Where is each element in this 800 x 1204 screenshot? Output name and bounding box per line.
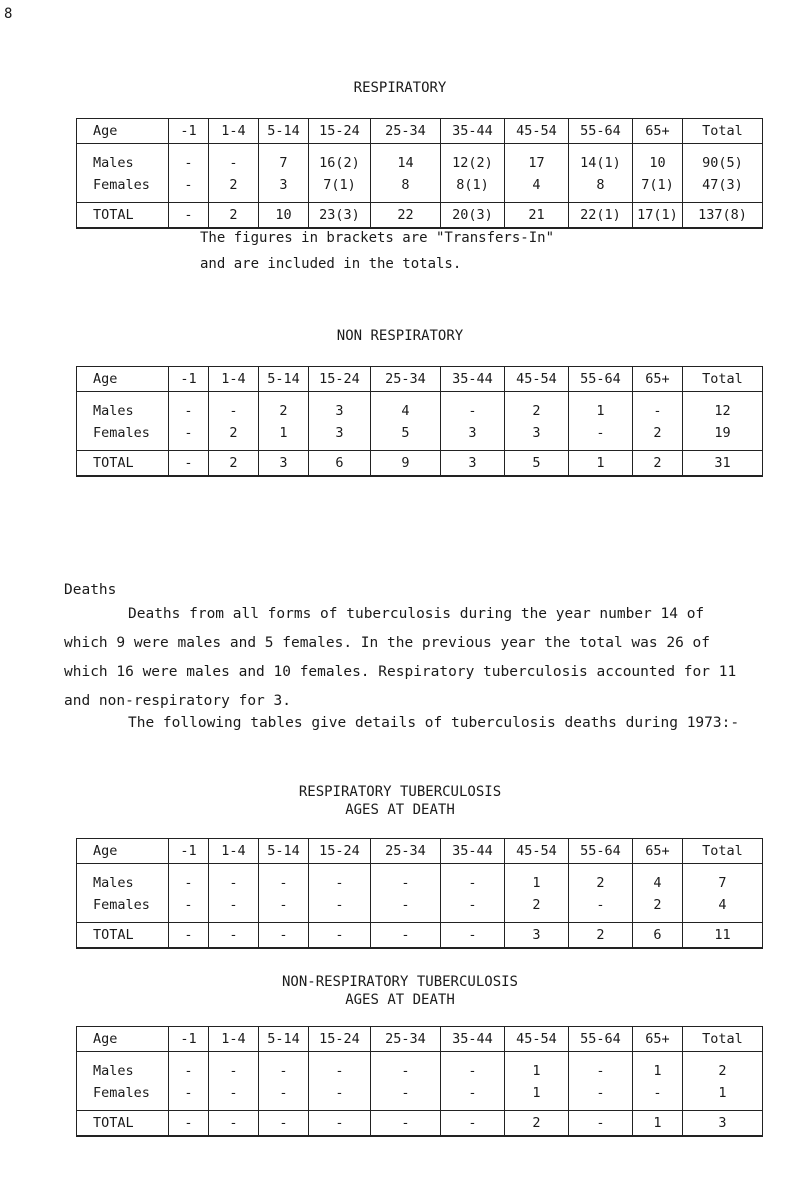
table-cell: - [309, 1111, 371, 1137]
table-cell: 4 [683, 894, 763, 923]
table-cell: 3 [259, 451, 309, 477]
nonresp-tb-deaths-title-line1: NON-RESPIRATORY TUBERCULOSIS [281, 974, 518, 990]
column-header: -1 [169, 119, 209, 144]
table-cell: - [259, 894, 309, 923]
table-cell: 6 [633, 923, 683, 949]
header-row [77, 1027, 763, 1052]
table-cell: 7 [683, 864, 763, 895]
column-header: Age [77, 839, 169, 864]
table-cell: 2 [209, 174, 259, 203]
row-label: Females [77, 174, 169, 203]
table-cell: - [169, 392, 209, 423]
table-row [77, 864, 763, 895]
row-label: Females [77, 1082, 169, 1111]
column-header: 25-34 [371, 839, 441, 864]
table-cell: 2 [505, 392, 569, 423]
column-header: Total [683, 119, 763, 144]
table-cell: - [371, 894, 441, 923]
column-header: 65+ [633, 119, 683, 144]
table-cell: 6 [309, 451, 371, 477]
table-row [77, 174, 763, 203]
column-header: 15-24 [309, 367, 371, 392]
table-cell: - [441, 894, 505, 923]
table-cell: - [569, 1111, 633, 1137]
row-label: Females [77, 894, 169, 923]
table-cell: 19 [683, 422, 763, 451]
table-cell: 5 [371, 422, 441, 451]
table-cell: - [569, 422, 633, 451]
non-respiratory-title: NON RESPIRATORY [336, 328, 464, 344]
column-header: 45-54 [505, 1027, 569, 1052]
table-cell: 3 [309, 392, 371, 423]
table-cell: - [209, 864, 259, 895]
table-cell: - [169, 451, 209, 477]
table-cell: - [569, 1082, 633, 1111]
table-cell: - [259, 923, 309, 949]
column-header: 25-34 [371, 119, 441, 144]
table-cell: 2 [569, 864, 633, 895]
table-cell: 4 [505, 174, 569, 203]
column-header: 55-64 [569, 839, 633, 864]
table-cell: 5 [505, 451, 569, 477]
table-cell: - [169, 1082, 209, 1111]
page-number: 8 [4, 6, 13, 22]
table-cell: - [209, 1052, 259, 1083]
table-cell: - [309, 1052, 371, 1083]
table-cell: - [169, 203, 209, 229]
table-cell: 3 [505, 923, 569, 949]
table-cell: - [209, 392, 259, 423]
table-cell: 7(1) [633, 174, 683, 203]
column-header: 25-34 [371, 367, 441, 392]
table-cell: 2 [209, 422, 259, 451]
column-header: 15-24 [309, 1027, 371, 1052]
table-cell: 137(8) [683, 203, 763, 229]
table-cell: 9 [371, 451, 441, 477]
header-row [77, 367, 763, 392]
table-cell: 7(1) [309, 174, 371, 203]
table-cell: 47(3) [683, 174, 763, 203]
table-cell: 16(2) [309, 144, 371, 175]
column-header: 65+ [633, 367, 683, 392]
table-row [77, 144, 763, 175]
table-cell: 17(1) [633, 203, 683, 229]
column-header: -1 [169, 839, 209, 864]
table-cell: - [441, 1082, 505, 1111]
table-cell: 22 [371, 203, 441, 229]
tables-intro: The following tables give details of tuberculosis deaths during 1973:- [128, 715, 740, 731]
table-cell: 1 [683, 1082, 763, 1111]
table-cell: 8 [569, 174, 633, 203]
brackets-note-line2: and are included in the totals. [200, 256, 462, 272]
table-cell: 10 [259, 203, 309, 229]
table-cell: 2 [505, 894, 569, 923]
nonresp-tb-deaths-table [76, 1026, 763, 1137]
table-cell: 2 [209, 451, 259, 477]
table-cell: 14(1) [569, 144, 633, 175]
table-cell: - [169, 894, 209, 923]
table-cell: - [371, 1111, 441, 1137]
table-cell: 2 [633, 451, 683, 477]
table-cell: 23(3) [309, 203, 371, 229]
table-cell: 2 [633, 894, 683, 923]
column-header: -1 [169, 1027, 209, 1052]
table-cell: - [169, 144, 209, 175]
table-cell: 21 [505, 203, 569, 229]
column-header: 1-4 [209, 1027, 259, 1052]
table-cell: - [309, 864, 371, 895]
table-cell: 1 [505, 1052, 569, 1083]
table-cell: - [309, 923, 371, 949]
table-cell: 1 [505, 1082, 569, 1111]
row-label: Females [77, 422, 169, 451]
table-cell: - [209, 1082, 259, 1111]
table-cell: 2 [569, 923, 633, 949]
table-cell: 4 [633, 864, 683, 895]
column-header: 15-24 [309, 119, 371, 144]
table-cell: - [441, 1111, 505, 1137]
table-cell: - [169, 422, 209, 451]
table-cell: 4 [371, 392, 441, 423]
table-cell: 1 [569, 451, 633, 477]
column-header: Age [77, 1027, 169, 1052]
table-cell: - [441, 923, 505, 949]
table-row [77, 392, 763, 423]
row-label: TOTAL [77, 451, 169, 477]
column-header: 45-54 [505, 839, 569, 864]
table-cell: - [633, 392, 683, 423]
table-cell: - [569, 894, 633, 923]
column-header: 65+ [633, 1027, 683, 1052]
column-header: 15-24 [309, 839, 371, 864]
row-label: TOTAL [77, 1111, 169, 1137]
column-header: 55-64 [569, 1027, 633, 1052]
table-cell: 11 [683, 923, 763, 949]
column-header: 55-64 [569, 119, 633, 144]
nonresp-tb-deaths-title-line2: AGES AT DEATH [345, 992, 455, 1008]
resp-tb-deaths-title-line2: AGES AT DEATH [345, 802, 455, 818]
table-cell: 1 [633, 1111, 683, 1137]
deaths-heading: Deaths [64, 582, 117, 598]
table-cell: 22(1) [569, 203, 633, 229]
table-cell: - [169, 1111, 209, 1137]
table-cell: - [209, 894, 259, 923]
table-cell: 3 [441, 422, 505, 451]
table-cell: - [259, 1111, 309, 1137]
column-header: 1-4 [209, 839, 259, 864]
column-header: 5-14 [259, 1027, 309, 1052]
table-cell: - [169, 174, 209, 203]
column-header: 1-4 [209, 367, 259, 392]
table-cell: 12(2) [441, 144, 505, 175]
table-row [77, 1082, 763, 1111]
table-cell: - [309, 894, 371, 923]
table-cell: 8 [371, 174, 441, 203]
table-row [77, 422, 763, 451]
table-cell: - [309, 1082, 371, 1111]
table-cell: - [371, 1052, 441, 1083]
column-header: Total [683, 1027, 763, 1052]
table-cell: - [441, 392, 505, 423]
table-cell: - [259, 1052, 309, 1083]
table-cell: 3 [441, 451, 505, 477]
deaths-paragraph: Deaths from all forms of tuberculosis during the year number 14 of which 9 were males and 5 females. In the previous year the total was 26 of which 16 were males and 10 females. Respiratory tuberculosis accounted for 11 and non-respiratory for 3. [64, 606, 737, 709]
table-cell: 31 [683, 451, 763, 477]
resp-tb-deaths-title-line1: RESPIRATORY TUBERCULOSIS [298, 784, 502, 800]
table-cell: 2 [209, 203, 259, 229]
table-cell: - [371, 864, 441, 895]
table-cell: 2 [633, 422, 683, 451]
table-cell: 20(3) [441, 203, 505, 229]
column-header: 35-44 [441, 367, 505, 392]
table-cell: - [441, 1052, 505, 1083]
table-cell: 3 [683, 1111, 763, 1137]
column-header: 5-14 [259, 367, 309, 392]
column-header: 35-44 [441, 1027, 505, 1052]
table-cell: 2 [505, 1111, 569, 1137]
column-header: 45-54 [505, 367, 569, 392]
column-header: 25-34 [371, 1027, 441, 1052]
table-cell: - [209, 923, 259, 949]
row-label: Males [77, 144, 169, 175]
column-header: 35-44 [441, 119, 505, 144]
table-cell: 1 [569, 392, 633, 423]
row-label: Males [77, 1052, 169, 1083]
column-header: 55-64 [569, 367, 633, 392]
header-row [77, 119, 763, 144]
column-header: Age [77, 119, 169, 144]
table-row [77, 894, 763, 923]
column-header: 65+ [633, 839, 683, 864]
table-cell: - [209, 1111, 259, 1137]
table-cell: 17 [505, 144, 569, 175]
table-row [77, 923, 763, 949]
table-cell: - [633, 1082, 683, 1111]
table-cell: 8(1) [441, 174, 505, 203]
row-label: Males [77, 864, 169, 895]
table-cell: 90(5) [683, 144, 763, 175]
table-cell: 3 [505, 422, 569, 451]
column-header: 5-14 [259, 839, 309, 864]
non-respiratory-table [76, 366, 763, 477]
resp-tb-deaths-table [76, 838, 763, 949]
table-cell: - [169, 1052, 209, 1083]
table-cell: 2 [683, 1052, 763, 1083]
table-cell: 12 [683, 392, 763, 423]
table-cell: - [169, 923, 209, 949]
table-cell: - [371, 1082, 441, 1111]
table-row [77, 451, 763, 477]
table-cell: - [169, 864, 209, 895]
column-header: 35-44 [441, 839, 505, 864]
table-cell: - [259, 1082, 309, 1111]
table-cell: 1 [633, 1052, 683, 1083]
table-cell: - [209, 144, 259, 175]
table-cell: 7 [259, 144, 309, 175]
table-cell: 14 [371, 144, 441, 175]
column-header: Age [77, 367, 169, 392]
table-cell: 1 [505, 864, 569, 895]
table-cell: 3 [259, 174, 309, 203]
row-label: Males [77, 392, 169, 423]
header-row [77, 839, 763, 864]
table-row [77, 1052, 763, 1083]
respiratory-table [76, 118, 763, 229]
table-cell: 3 [309, 422, 371, 451]
column-header: Total [683, 839, 763, 864]
column-header: 45-54 [505, 119, 569, 144]
table-row [77, 1111, 763, 1137]
row-label: TOTAL [77, 203, 169, 229]
table-cell: 2 [259, 392, 309, 423]
table-cell: - [371, 923, 441, 949]
table-cell: - [259, 864, 309, 895]
column-header: 1-4 [209, 119, 259, 144]
brackets-note-line1: The figures in brackets are "Transfers-In" [200, 230, 555, 246]
column-header: -1 [169, 367, 209, 392]
respiratory-title: RESPIRATORY [353, 80, 447, 96]
column-header: 5-14 [259, 119, 309, 144]
table-cell: 10 [633, 144, 683, 175]
table-cell: - [569, 1052, 633, 1083]
table-cell: - [441, 864, 505, 895]
row-label: TOTAL [77, 923, 169, 949]
column-header: Total [683, 367, 763, 392]
table-cell: 1 [259, 422, 309, 451]
